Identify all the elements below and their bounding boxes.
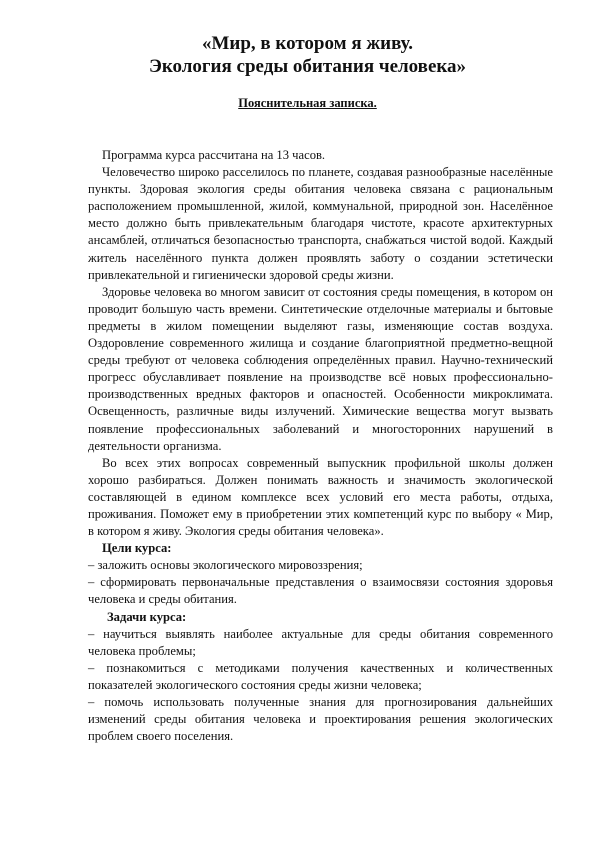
- tasks-heading: Задачи курса:: [107, 609, 187, 624]
- paragraph-health: Здоровье человека во многом зависит от состояния среды помещения, в котором он проводит большую часть времени. Синтетические отделочные материалы и бытовые предметы в жилом помещении выделяют газы, изменяющие состав воздуха. Оздоровление современного жилища и создание благоприятной предметно-вещной среды требуют от человека соблюдения определённых правил. Научно-технический прогресс обуславливает появление на производстве всё новых профессионально-производственных вредных факторов и опасностей. Особенности микроклимата. Освещенность, различные виды излучений. Химические вещества могут вызвать появление профессиональных заболеваний и многосторонних нарушений в деятельности организма.: [88, 284, 553, 453]
- goal-item-2: – сформировать первоначальные представления о взаимосвязи состояния здоровья человека и среды обитания.: [88, 575, 553, 607]
- task-item-3: – помочь использовать полученные знания для прогнозирования дальнейших изменений среды обитания человека и проектирования решения экологических проблем своего поселения.: [88, 695, 553, 744]
- paragraph-graduate: Во всех этих вопросах современный выпускник профильной школы должен хорошо разбираться. Должен понимать важность и значимость экологической составляющей в едином комплексе всех условий его места работы, отдыха, проживания. Поможет ему в приобретении этих компетенций курс по выбору « Мир, в котором я живу. Экология среды обитания человека».: [88, 455, 553, 539]
- paragraph-settlements: Человечество широко расселилось по планете, создавая разнообразные населённые пункты. Здоровая экология среды обитания человека связана с рациональным расположением промышленной, жилой, коммунальной, природной зон. Населённое место должно быть привлекательным благодаря чистоте, красоте архитектурных ансамблей, отличаться безопасностью транспорта, снабжаться чистой водой. Каждый житель населённого пункта должен проявлять заботу о создании эстетически привлекательной и гигиенически здоровой среды жизни.: [88, 165, 553, 282]
- goals-heading: Цели курса:: [102, 541, 172, 556]
- document-title-line-1: «Мир, в котором я живу.: [201, 33, 414, 54]
- paragraph-course-hours: Программа курса рассчитана на 13 часов.: [102, 148, 326, 162]
- task-item-2: – познакомиться с методиками получения качественных и количественных показателей экологического состояния среды жизни человека;: [88, 660, 553, 692]
- goal-item-1: – заложить основы экологического мировоззрения;: [88, 558, 363, 573]
- document-subtitle: Пояснительная записка.: [238, 96, 377, 110]
- task-item-1: – научиться выявлять наиболее актуальные для среды обитания современного человека проблемы;: [88, 626, 553, 658]
- document-body: [88, 147, 553, 745]
- document-title-line-2: Экология среды обитания человека»: [148, 56, 467, 77]
